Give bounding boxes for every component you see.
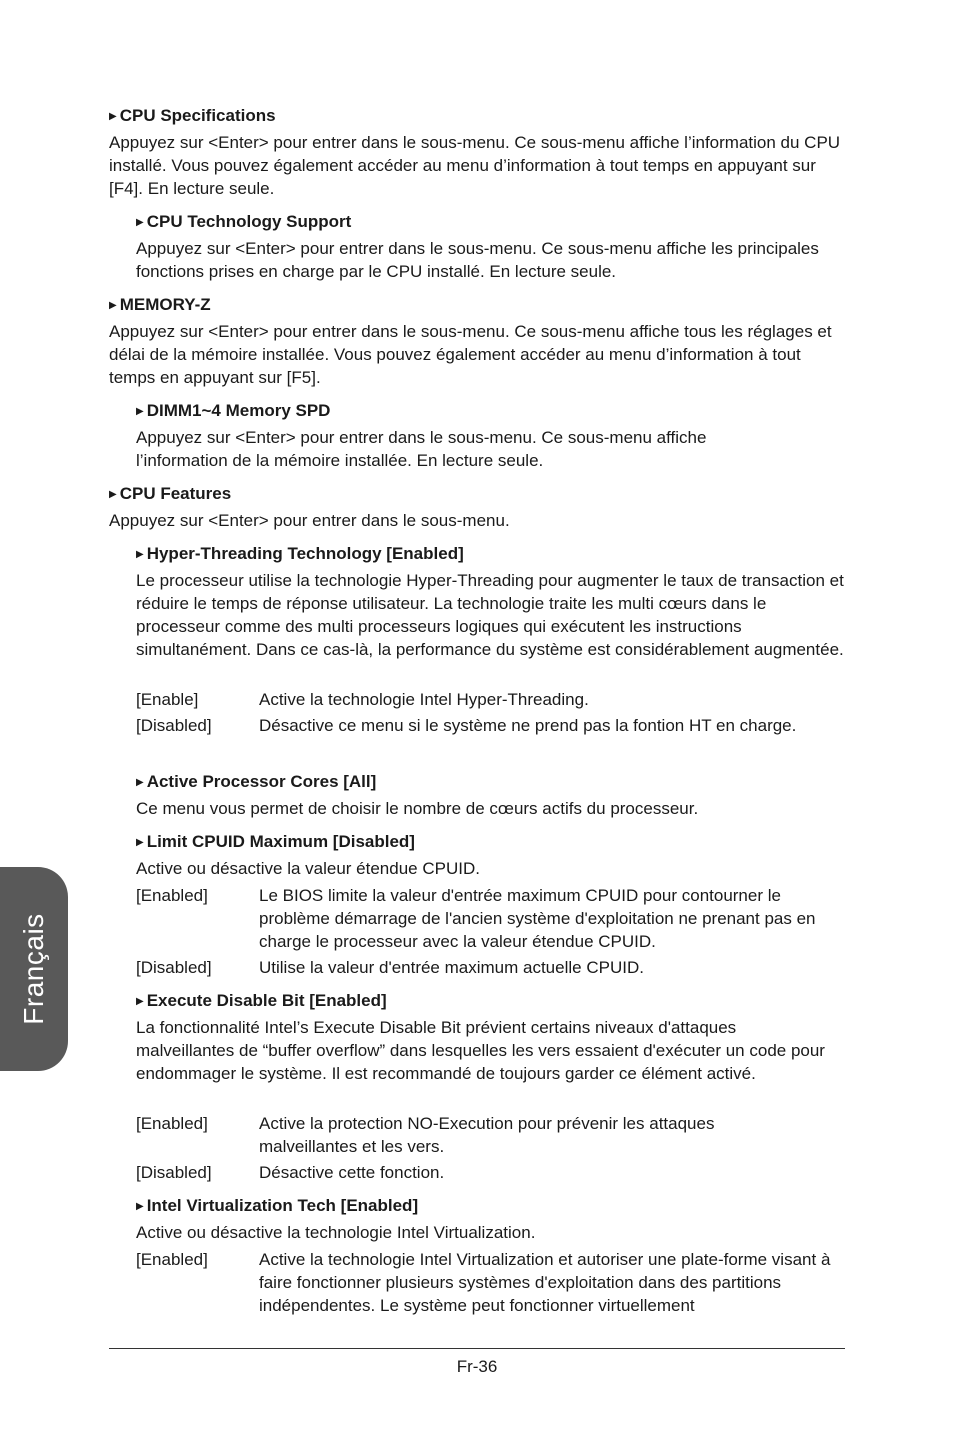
triangle-bullet-icon: ▶: [136, 777, 144, 788]
option-key: [Disabled]: [136, 716, 212, 735]
section-heading-cpu-specifications: [109, 105, 276, 130]
heading-text: Intel Virtualization Tech [Enabled]: [146, 1196, 419, 1215]
section-heading-cpu-features: [109, 483, 231, 508]
section-heading-active-processor-cores: [136, 771, 376, 796]
option-key: [Disabled]: [136, 1163, 212, 1182]
heading-text: Active Processor Cores [All]: [146, 772, 377, 791]
triangle-bullet-icon: ▶: [109, 111, 117, 122]
option-description: Utilise la valeur d'entrée maximum actuelle CPUID.: [259, 958, 644, 977]
limit-cpuid-description: Active ou désactive la valeur étendue CPUID.: [136, 859, 480, 878]
triangle-bullet-icon: ▶: [109, 489, 117, 500]
language-tab-label: Français: [18, 913, 49, 1025]
heading-text: Limit CPUID Maximum [Disabled]: [146, 832, 415, 851]
option-description: Le BIOS limite la valeur d'entrée maximum CPUID pour contourner le problème démarrage de l'ancien système d'exploitation ne prenant pas en charge le processeur avec la valeur étendue CPUID.: [259, 886, 816, 951]
triangle-bullet-icon: ▶: [136, 217, 144, 228]
intel-virtualization-tech-description: Active ou désactive la technologie Intel Virtualization.: [136, 1223, 536, 1242]
option-key: [Disabled]: [136, 958, 212, 977]
option-description: Active la technologie Intel Hyper-Threading.: [259, 690, 589, 709]
language-side-tab: [0, 867, 68, 1071]
section-heading-intel-virtualization-tech: [136, 1195, 418, 1220]
section-heading-dimm-memory-spd: [136, 400, 330, 425]
option-key: [Enabled]: [136, 886, 208, 905]
section-heading-hyper-threading: [136, 543, 464, 568]
cpu-technology-support-description: Appuyez sur <Enter> pour entrer dans le sous-menu. Ce sous-menu affiche les principales fonctions prises en charge par le CPU installé. En lecture seule.: [136, 239, 819, 281]
page-number: Fr-36: [456, 1357, 498, 1376]
dimm-memory-spd-description: Appuyez sur <Enter> pour entrer dans le sous-menu. Ce sous-menu affiche l’information de la mémoire installée. En lecture seule.: [136, 428, 707, 470]
cpu-features-description: Appuyez sur <Enter> pour entrer dans le sous-menu.: [109, 511, 510, 530]
triangle-bullet-icon: ▶: [109, 300, 117, 311]
footer-divider: [109, 1348, 845, 1349]
triangle-bullet-icon: ▶: [136, 549, 144, 560]
heading-text: DIMM1~4 Memory SPD: [146, 401, 331, 420]
option-description: Désactive ce menu si le système ne prend pas la fontion HT en charge.: [259, 716, 797, 735]
section-heading-limit-cpuid: [136, 831, 415, 856]
section-heading-execute-disable-bit: [136, 990, 387, 1015]
option-description: Désactive cette fonction.: [259, 1163, 445, 1182]
heading-text: CPU Specifications: [119, 106, 276, 125]
option-description: Active la technologie Intel Virtualization et autoriser une plate-forme visant à faire fonctionner plusieurs systèmes d'exploitation dans des partitions indépendentes. Le système peut fonctionner virtuellement: [259, 1250, 831, 1315]
hyper-threading-description: Le processeur utilise la technologie Hyper-Threading pour augmenter le taux de transaction et réduire le temps de réponse utilisateur. La technologie traite les multi cœurs dans le processeur comme des multi processeurs logiques qui exécutent les instructions simultanément. Dans ce cas-là, la performance du système est considérablement augmentée.: [136, 571, 844, 659]
execute-disable-bit-description: La fonctionnalité Intel’s Execute Disable Bit prévient certains niveaux d'attaques malveillantes de “buffer overflow” dans lesquelles les vers essaient d'exécuter un code pour endommager le système. Il est recommandé de toujours garder ce élément activé.: [136, 1018, 825, 1083]
triangle-bullet-icon: ▶: [136, 996, 144, 1007]
heading-text: MEMORY-Z: [119, 295, 211, 314]
section-heading-memory-z: [109, 294, 211, 319]
option-key: [Enabled]: [136, 1250, 208, 1269]
memory-z-description: Appuyez sur <Enter> pour entrer dans le sous-menu. Ce sous-menu affiche tous les réglages et délai de la mémoire installée. Vous pouvez également accéder au menu d’information à tout temps en appuyant sur [F5].: [109, 322, 832, 387]
triangle-bullet-icon: ▶: [136, 1201, 144, 1212]
option-description: Active la protection NO-Execution pour prévenir les attaques malveillantes et les vers.: [259, 1114, 715, 1156]
triangle-bullet-icon: ▶: [136, 837, 144, 848]
option-key: [Enabled]: [136, 1114, 208, 1133]
heading-text: Hyper-Threading Technology [Enabled]: [146, 544, 464, 563]
active-processor-cores-description: Ce menu vous permet de choisir le nombre de cœurs actifs du processeur.: [136, 799, 699, 818]
section-heading-cpu-technology-support: [136, 211, 351, 236]
triangle-bullet-icon: ▶: [136, 406, 144, 417]
option-key: [Enable]: [136, 690, 199, 709]
heading-text: CPU Technology Support: [146, 212, 352, 231]
heading-text: Execute Disable Bit [Enabled]: [146, 991, 387, 1010]
heading-text: CPU Features: [119, 484, 232, 503]
cpu-specifications-description: Appuyez sur <Enter> pour entrer dans le sous-menu. Ce sous-menu affiche l’information du CPU installé. Vous pouvez également accéder au menu d’information à tout temps en appuyant sur [F4]. En lecture seule.: [109, 133, 841, 198]
